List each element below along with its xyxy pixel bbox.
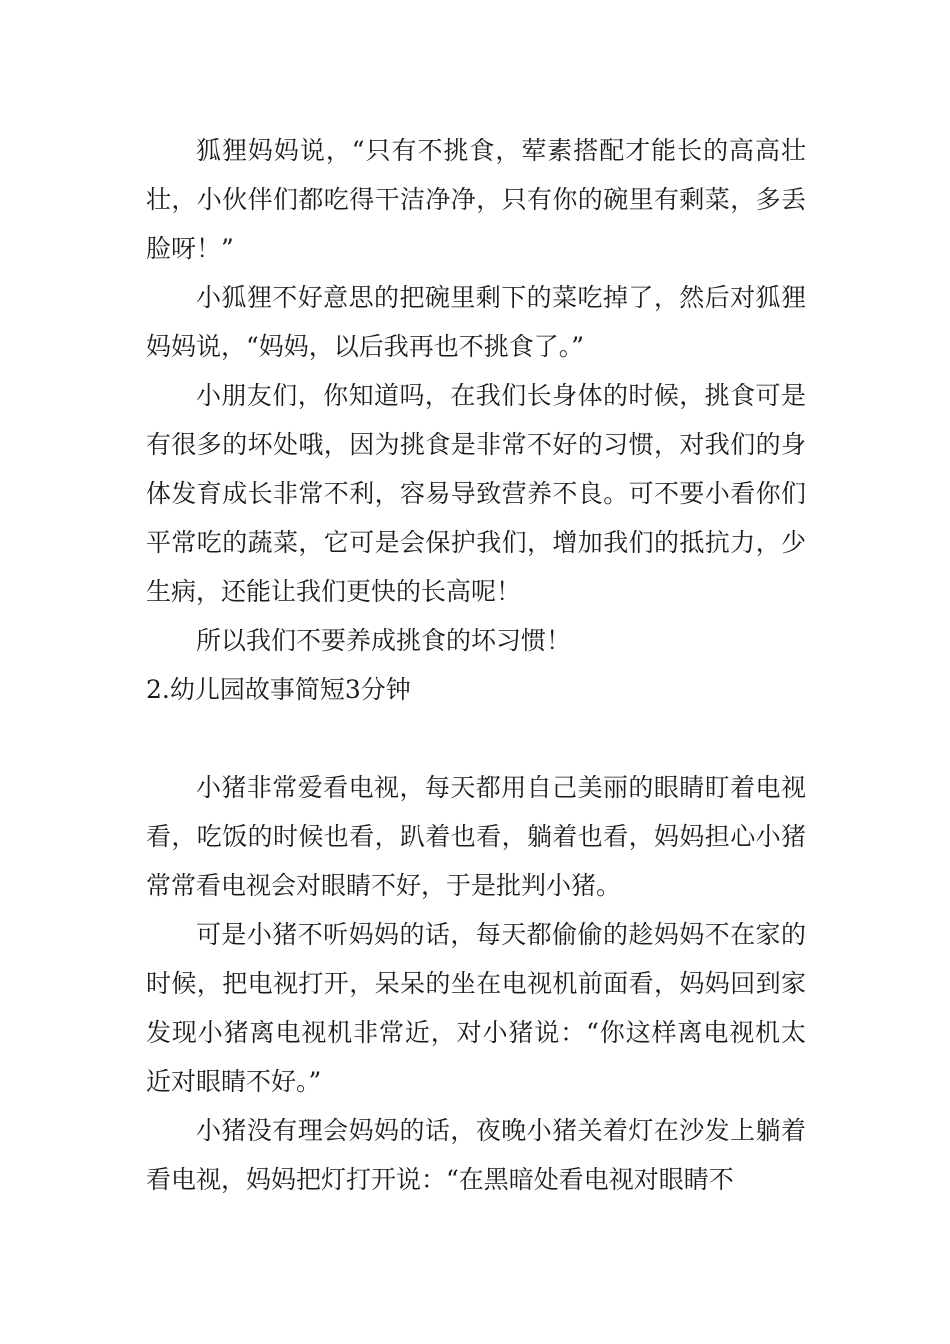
paragraph-picky-eating-harm: 小朋友们，你知道吗，在我们长身体的时候，挑食可是有很多的坏处哦，因为挑食是非常不好的习惯，对我们的身体发育成长非常不利，容易导致营养不良。可不要小看你们平常吃的蔬菜，它可是会保护我们，增加我们的抵抗力，少生病，还能让我们更快的长高呢！ xyxy=(146,381,806,606)
paragraph-piglet-ignores-mother: 可是小猪不听妈妈的话，每天都偷偷的趁妈妈不在家的时候，把电视打开，呆呆的坐在电视机前面看，妈妈回到家发现小猪离电视机非常近，对小猪说：“你这样离电视机太近对眼睛不好。” xyxy=(146,920,806,1096)
paragraph-piglet-watches-dark: 小猪没有理会妈妈的话，夜晚小猪关着灯在沙发上躺着看电视，妈妈把灯打开说：“在黑暗处看电视对眼睛不 xyxy=(146,1116,806,1194)
paragraph-fox-mother-says: 狐狸妈妈说，“只有不挑食，荤素搭配才能长的高高壮壮，小伙伴们都吃得干洁净净，只有你的碗里有剩菜，多丢脸呀！” xyxy=(146,136,806,263)
blank-line xyxy=(146,714,806,763)
document-body xyxy=(146,126,806,1204)
paragraph-piglet-loves-tv: 小猪非常爱看电视，每天都用自己美丽的眼睛盯着电视看，吃饭的时候也看，趴着也看，躺着也看，妈妈担心小猪常常看电视会对眼睛不好，于是批判小猪。 xyxy=(146,773,806,900)
paragraph-conclusion: 所以我们不要养成挑食的坏习惯！ xyxy=(196,626,572,655)
paragraph-little-fox-eats: 小狐狸不好意思的把碗里剩下的菜吃掉了，然后对狐狸妈妈说，“妈妈，以后我再也不挑食了。” xyxy=(146,283,806,361)
section-heading: 2.幼儿园故事简短3分钟 xyxy=(146,675,411,704)
